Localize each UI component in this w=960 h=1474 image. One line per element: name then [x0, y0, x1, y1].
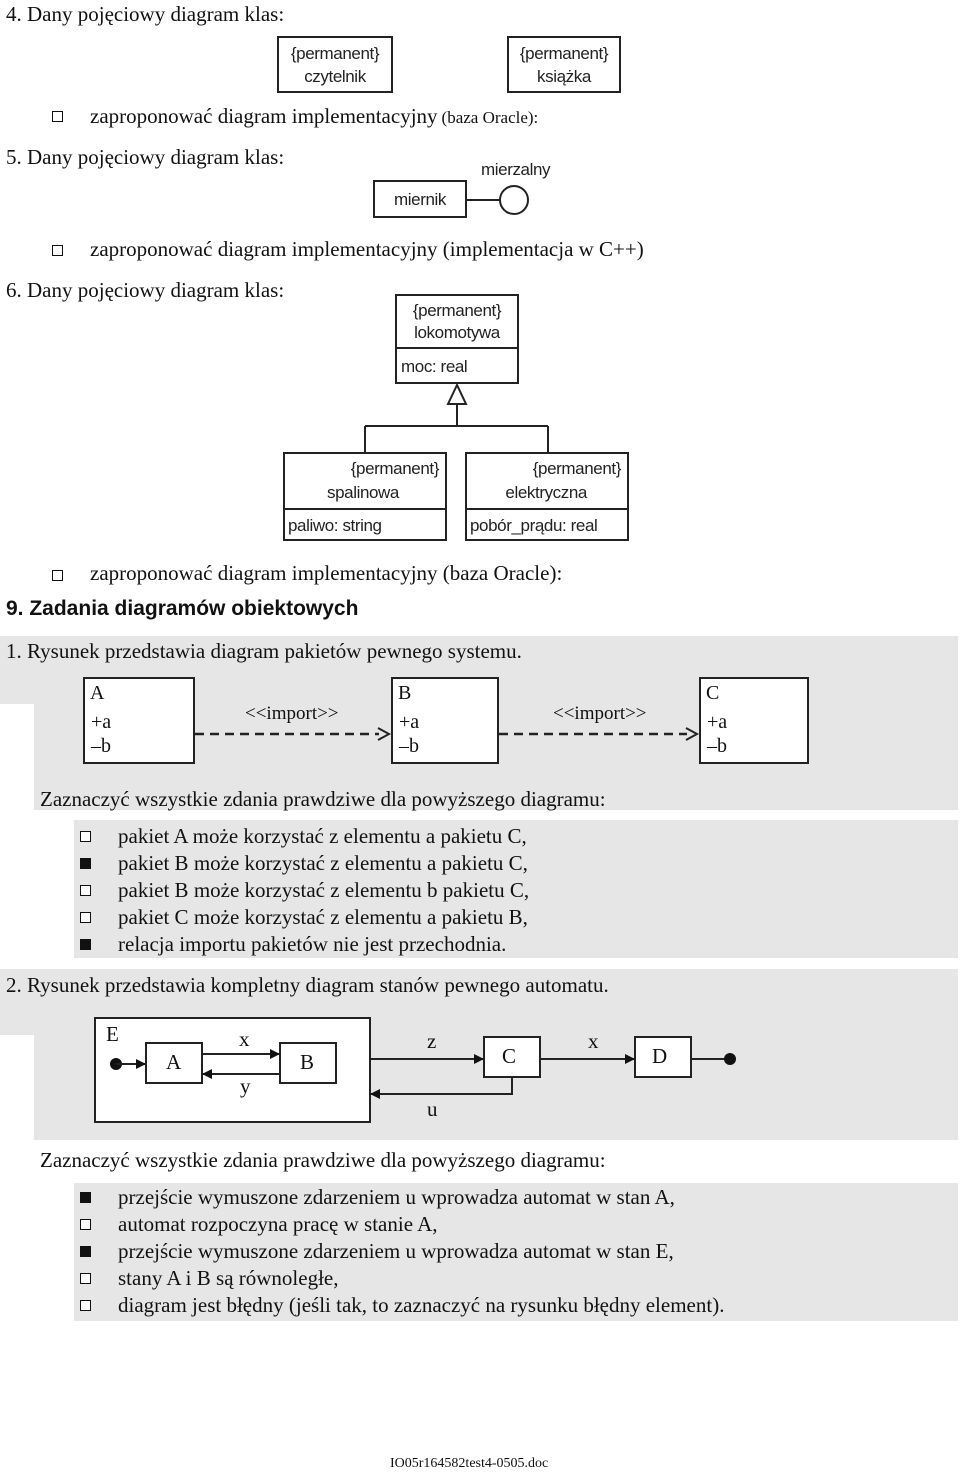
checkbox-q4-task[interactable] [52, 111, 63, 122]
state-a-label: A [166, 1050, 182, 1074]
class-name: książka [537, 67, 591, 86]
option-checkbox[interactable] [80, 1300, 91, 1311]
class-name: lokomotywa [414, 323, 500, 342]
final-state-dot [724, 1053, 736, 1065]
option-checkbox[interactable] [80, 912, 91, 923]
class-box-miernik [373, 180, 467, 218]
q4-task [90, 104, 538, 129]
class-box-ksiazka [507, 36, 621, 93]
interface-label: mierzalny [481, 160, 551, 179]
task-text: zaproponować diagram implementacyjny [90, 104, 438, 128]
stereotype-label: {permanent} [412, 301, 502, 320]
package-item: +a [707, 711, 728, 733]
package-a [83, 677, 195, 764]
option-checkbox[interactable] [80, 831, 91, 842]
class-name: spalinowa [326, 483, 399, 502]
option-text: relacja importu pakietów nie jest przechodnia. [118, 932, 507, 956]
option-text: pakiet B może korzystać z elementu b pakietu C, [118, 878, 530, 902]
event-y-label: y [240, 1074, 251, 1098]
q6-task: zaproponować diagram implementacyjny (baza Oracle): [90, 561, 563, 585]
state-diagram [90, 1010, 750, 1135]
task1-heading: 1. Rysunek przedstawia diagram pakietów pewnego systemu. [6, 639, 522, 663]
interface-lollipop [460, 180, 540, 220]
package-name: C [706, 682, 720, 704]
state-d-label: D [652, 1044, 668, 1068]
option-text: diagram jest błędny (jeśli tak, to zaznaczyć na rysunku błędny element). [118, 1293, 725, 1317]
import-dependency-arrows [195, 724, 700, 744]
import-label-1: <<import>> [245, 703, 339, 724]
footer-filename: IO05r164582test4-0505.doc [390, 1456, 549, 1471]
option-checkbox[interactable] [80, 885, 91, 896]
class-box-elektryczna [465, 452, 629, 541]
option-text: pakiet A może korzystać z elementu a pakietu C, [118, 824, 527, 848]
class-box-lokomotywa [395, 294, 519, 384]
event-u-label: u [427, 1097, 438, 1121]
checkbox-q6-task[interactable] [52, 570, 63, 581]
task-suffix: (baza Oracle): [441, 108, 539, 127]
option-checkbox[interactable] [80, 1219, 91, 1230]
compartment-divider [285, 508, 445, 510]
task2-prompt: Zaznaczyć wszystkie zdania prawdziwe dla powyższego diagramu: [40, 1148, 606, 1172]
option-checkbox[interactable] [80, 1246, 91, 1257]
state-b-label: B [300, 1050, 315, 1074]
package-c [699, 677, 809, 764]
option-text: pakiet B może korzystać z elementu a pakietu C, [118, 851, 528, 875]
option-text: pakiet C może korzystać z elementu a pakietu B, [118, 905, 528, 929]
option-text: przejście wymuszone zdarzeniem u wprowadza automat w stan A, [118, 1185, 675, 1209]
attribute: pobór_prądu: real [470, 516, 598, 535]
option-text: przejście wymuszone zdarzeniem u wprowadza automat w stan E, [118, 1239, 674, 1263]
event-x2-label: x [588, 1029, 599, 1053]
task2-heading: 2. Rysunek przedstawia kompletny diagram stanów pewnego automatu. [6, 973, 609, 997]
q4-heading: 4. Dany pojęciowy diagram klas: [6, 2, 285, 26]
package-item: +a [399, 711, 420, 733]
stereotype-label: {permanent} [532, 459, 621, 478]
package-item: –b [707, 735, 727, 757]
option-checkbox[interactable] [80, 939, 91, 950]
task1-prompt: Zaznaczyć wszystkie zdania prawdziwe dla powyższego diagramu: [40, 787, 606, 811]
option-checkbox[interactable] [80, 858, 91, 869]
class-name: miernik [394, 190, 446, 209]
package-name: B [398, 682, 412, 704]
class-box-spalinowa [283, 452, 447, 541]
class-name: elektryczna [505, 483, 587, 502]
event-z-label: z [427, 1029, 437, 1053]
package-name: A [90, 682, 105, 704]
option-text: automat rozpoczyna pracę w stanie A, [118, 1212, 438, 1236]
import-label-2: <<import>> [553, 703, 647, 724]
package-b [391, 677, 499, 764]
generalization-arrow [350, 380, 570, 455]
class-box-czytelnik [277, 36, 393, 93]
state-e-label: E [106, 1022, 119, 1046]
package-item: +a [91, 711, 112, 733]
checkbox-q5-task[interactable] [52, 245, 63, 256]
package-item: –b [399, 735, 419, 757]
q6-heading: 6. Dany pojęciowy diagram klas: [6, 278, 285, 302]
option-checkbox[interactable] [80, 1273, 91, 1284]
stereotype-label: {permanent} [290, 44, 380, 63]
class-name: czytelnik [304, 67, 366, 86]
attribute: moc: real [401, 357, 468, 376]
section-title: 9. Zadania diagramów obiektowych [6, 597, 359, 620]
stereotype-label: {permanent} [350, 459, 439, 478]
option-checkbox[interactable] [80, 1192, 91, 1203]
q5-heading: 5. Dany pojęciowy diagram klas: [6, 145, 285, 169]
option-text: stany A i B są równoległe, [118, 1266, 339, 1290]
attribute: paliwo: string [288, 516, 382, 535]
compartment-divider [397, 347, 517, 349]
state-c-label: C [502, 1044, 517, 1068]
stereotype-label: {permanent} [519, 44, 609, 63]
package-item: –b [91, 735, 111, 757]
q5-task: zaproponować diagram implementacyjny (implementacja w C++) [90, 237, 644, 261]
event-x-label: x [239, 1027, 250, 1051]
compartment-divider [467, 508, 627, 510]
